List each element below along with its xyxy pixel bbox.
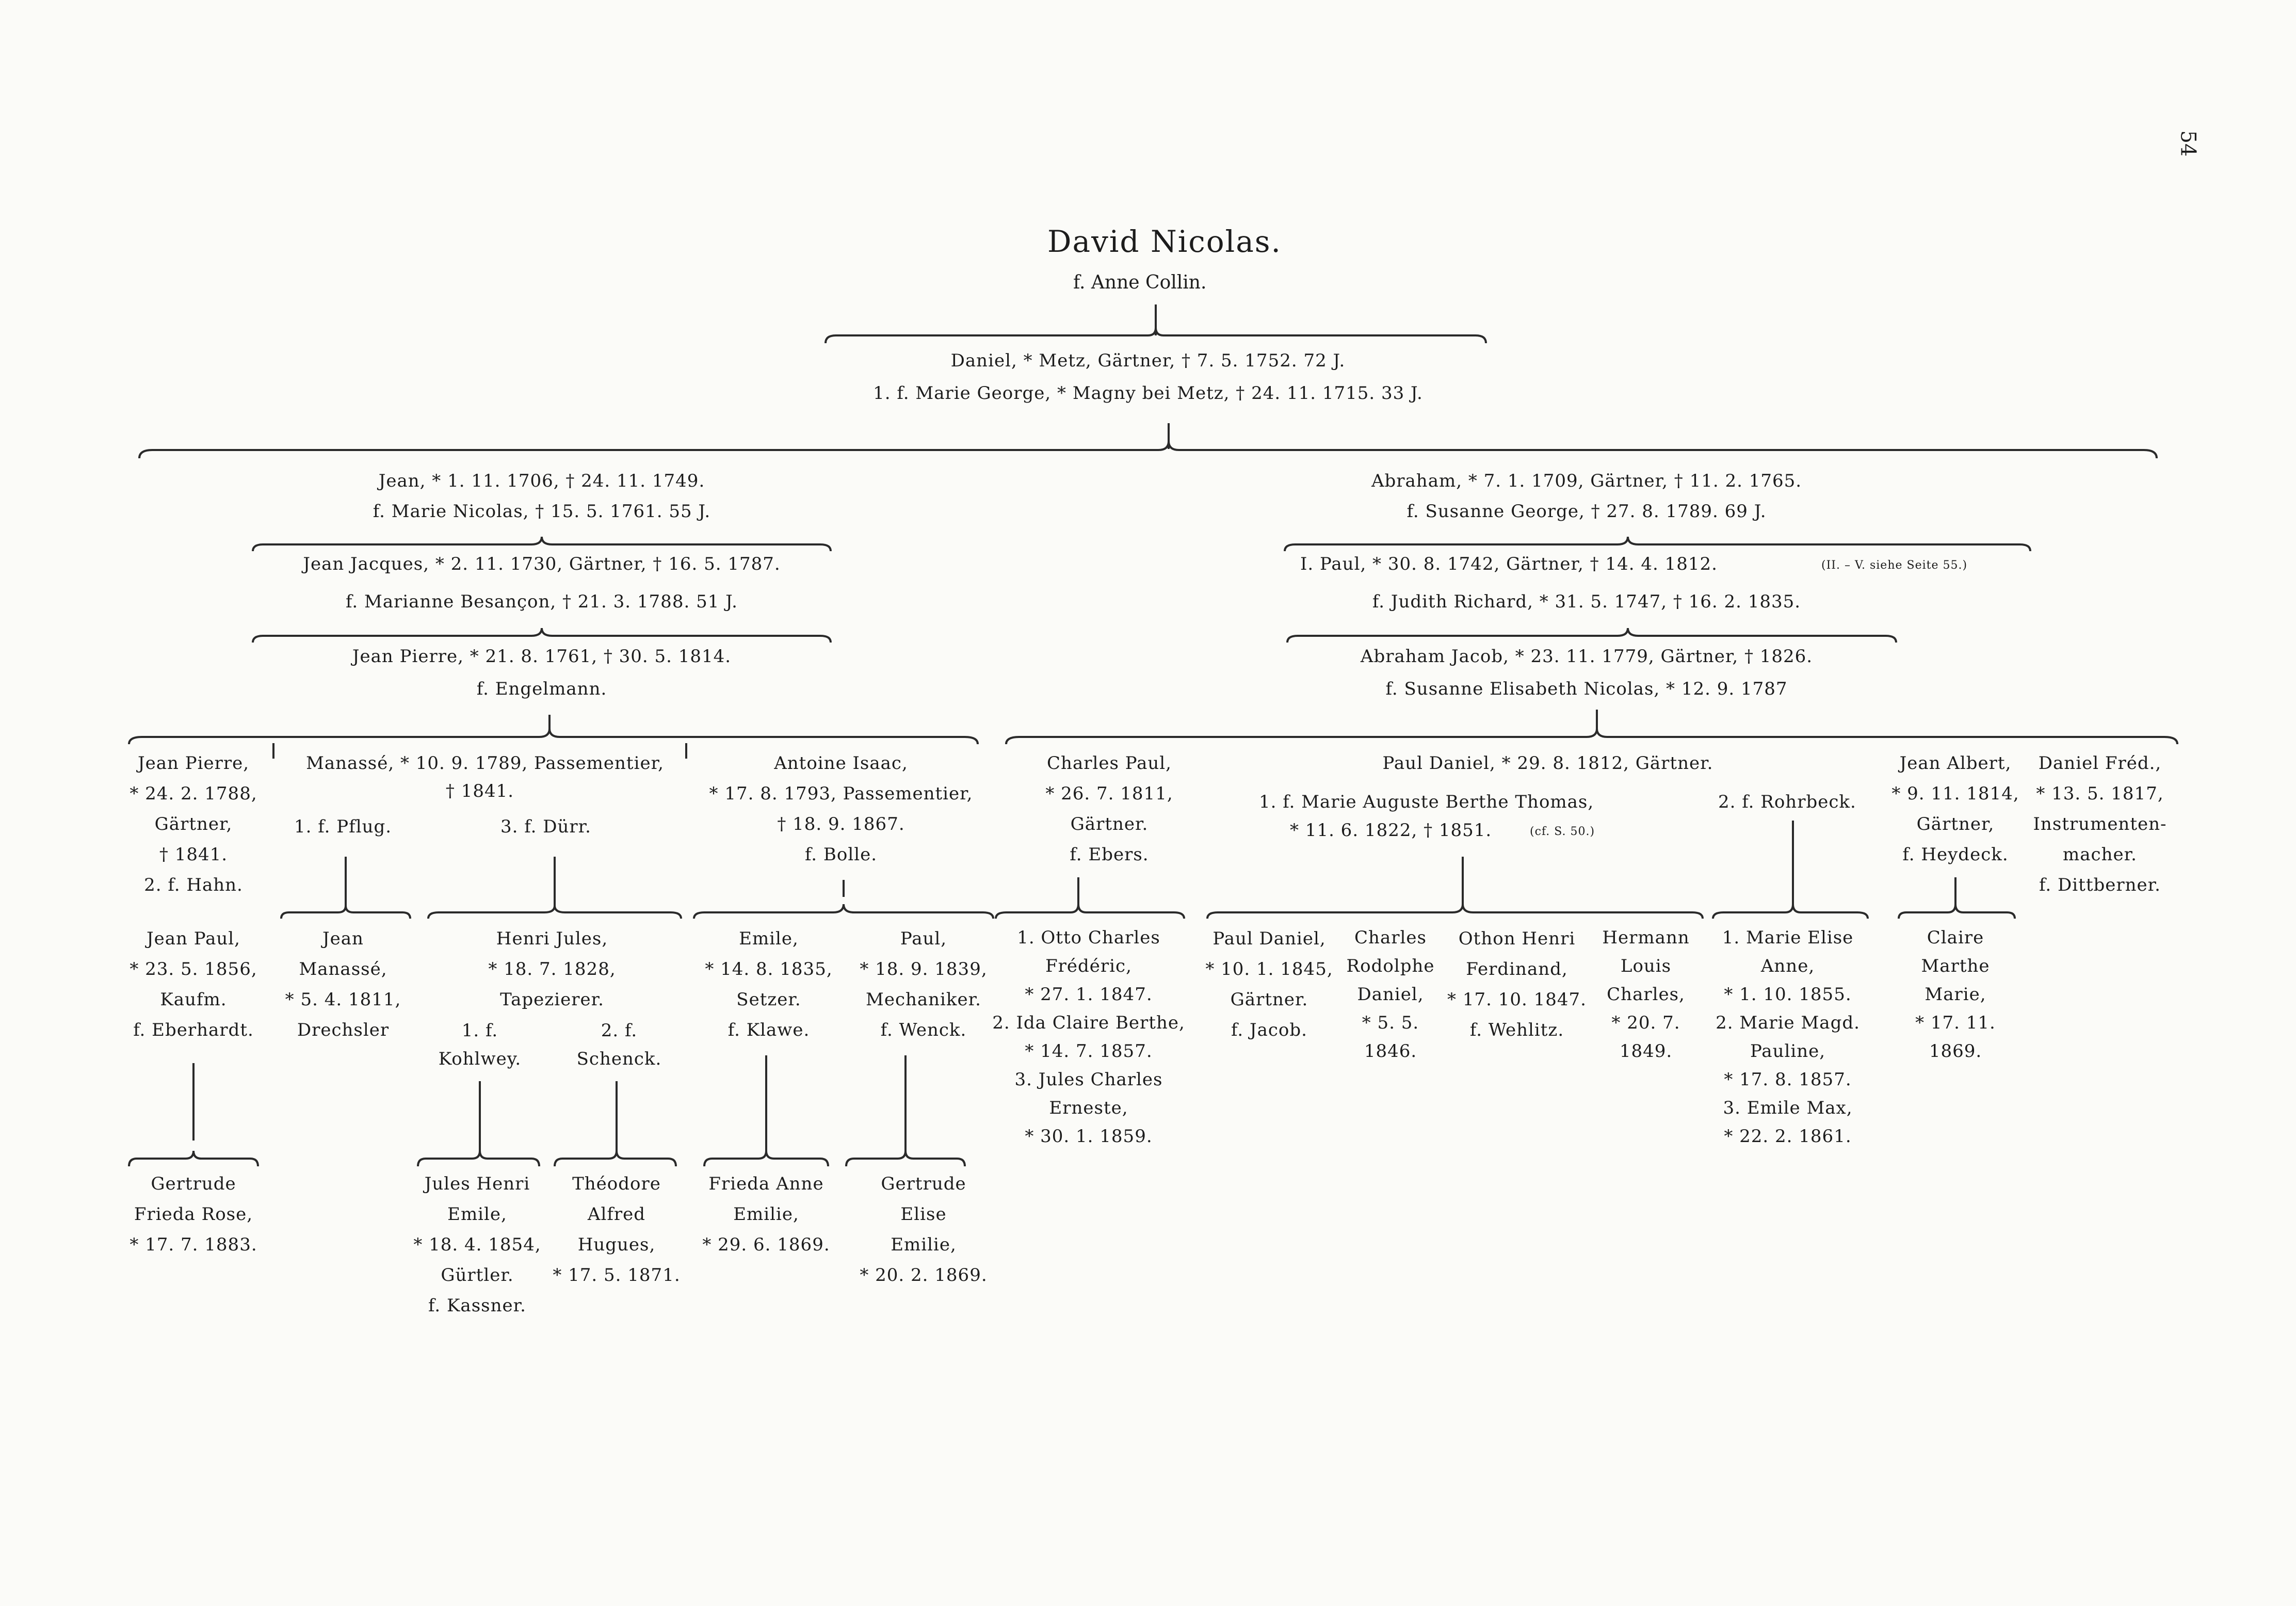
root-ancestor-wife: f. Anne Collin. [1073,272,1207,293]
left-child-3: Antoine Isaac, * 17. 8. 1793, Passementier, † 18. 9. 1867. f. Bolle. [709,753,973,865]
abrahamjacob-line2: f. Susanne Elisabeth Nicolas, * 12. 9. 1787 [1385,679,1788,699]
right-child-2-line1: Paul Daniel, * 29. 8. 1812, Gärtner. [1382,753,1713,774]
left-child-1: Jean Pierre, * 24. 2. 1788, Gärtner, † 1841. 2. f. Hahn. [130,753,257,895]
right-grandchild-paul-daniel: Paul Daniel, * 10. 1. 1845, Gärtner. f. Jacob. [1205,928,1333,1040]
right-grandchild-charles-rodolphe: Charles Rodolphe Daniel, * 5. 5. 1846. [1346,927,1435,1062]
jeanjacques-line2: f. Marianne Besançon, † 21. 3. 1788. 51 J. [346,591,738,612]
root-ancestor-name: David Nicolas. [1047,224,1282,259]
left-child-2-line1: Manassé, * 10. 9. 1789, Passementier, [306,753,664,774]
left-greatgrandchild-1: Gertrude Frieda Rose, * 17. 7. 1883. [130,1174,257,1255]
left-greatgrandchild-3: Théodore Alfred Hugues, * 17. 5. 1871. [553,1174,681,1286]
paul-line2: f. Judith Richard, * 31. 5. 1747, † 16. 2. 1835. [1372,591,1801,612]
left-greatgrandchild-4: Frieda Anne Emilie, * 29. 6. 1869. [702,1174,830,1255]
right-child-2-wife2: 2. f. Rohrbeck. [1718,792,1856,812]
right-child-3: Jean Albert, * 9. 11. 1814, Gärtner, f. Heydeck. [1891,753,2019,865]
left-grandchild-2: Jean Manassé, * 5. 4. 1811, Drechsler [285,928,401,1040]
jeanjacques-line1: Jean Jacques, * 2. 11. 1730, Gärtner, † 16. 5. 1787. [303,554,781,574]
right-grandchild-othon-henri: Othon Henri Ferdinand, * 17. 10. 1847. f. Wehlitz. [1447,928,1587,1040]
right-child-4: Daniel Fréd., * 13. 5. 1817, Instrumenten- macher. f. Dittberner. [2033,753,2167,895]
left-greatgrandchild-2: Jules Henri Emile, * 18. 4. 1854, Gürtler. f. Kassner. [413,1174,541,1316]
left-child-2-line2: † 1841. [445,781,514,801]
gen1-line2: 1. f. Marie George, * Magny bei Metz, † 24. 11. 1715. 33 J. [873,383,1423,404]
left-grandchild-3: Henri Jules, * 18. 7. 1828, Tapezierer. [488,928,616,1010]
right-grandchildren-charles-paul: 1. Otto Charles Frédéric, * 27. 1. 1847. 2. Ida Claire Berthe, * 14. 7. 1857. 3. Jules Charles Erneste, * 30. 1. 1859. [992,927,1185,1147]
right-child-2-wife1a: 1. f. Marie Auguste Berthe Thomas, [1259,792,1594,812]
jeanpierre-line2: f. Engelmann. [476,679,607,699]
left-child-2-wife3: 3. f. Dürr. [500,816,591,837]
jeanpierre-line1: Jean Pierre, * 21. 8. 1761, † 30. 5. 1814. [352,646,732,667]
left-grandchild-3-wife1: 1. f. Kohlwey. [438,1020,522,1069]
right-child-1: Charles Paul, * 26. 7. 1811, Gärtner. f. Ebers. [1045,753,1173,865]
right-grandchildren-rohrbeck: 1. Marie Elise Anne, * 1. 10. 1855. 2. Marie Magd. Pauline, * 17. 8. 1857. 3. Emile Max, * 22. 2. 1861. [1716,927,1860,1147]
abraham-line2: f. Susanne George, † 27. 8. 1789. 69 J. [1406,501,1767,522]
gen1-line1: Daniel, * Metz, Gärtner, † 7. 5. 1752. 72 J. [950,350,1346,371]
jean-line1: Jean, * 1. 11. 1706, † 24. 11. 1749. [378,471,705,491]
left-grandchild-3-wife2: 2. f. Schenck. [576,1020,662,1069]
left-grandchild-5: Paul, * 18. 9. 1839, Mechaniker. f. Wenck. [860,928,988,1040]
paul-line1: I. Paul, * 30. 8. 1742, Gärtner, † 14. 4. 1812. [1300,554,1718,574]
left-grandchild-4: Emile, * 14. 8. 1835, Setzer. f. Klawe. [705,928,833,1040]
right-grandchild-hermann-louis: Hermann Louis Charles, * 20. 7. 1849. [1602,927,1690,1062]
right-grandchild-claire-marthe: Claire Marthe Marie, * 17. 11. 1869. [1915,927,1996,1062]
paul-note: (II. – V. siehe Seite 55.) [1821,559,1968,572]
page-number: 54 [2176,130,2200,157]
jean-line2: f. Marie Nicolas, † 15. 5. 1761. 55 J. [373,501,711,522]
abraham-line1: Abraham, * 7. 1. 1709, Gärtner, † 11. 2. 1765. [1371,471,1802,491]
left-child-2-wife1: 1. f. Pflug. [294,816,392,837]
left-greatgrandchild-5: Gertrude Elise Emilie, * 20. 2. 1869. [860,1174,988,1286]
right-child-2-wife1-note: (cf. S. 50.) [1530,825,1595,838]
right-child-2-wife1b: * 11. 6. 1822, † 1851. [1290,820,1492,841]
left-grandchild-1: Jean Paul, * 23. 5. 1856, Kaufm. f. Eberhardt. [130,928,257,1040]
abrahamjacob-line1: Abraham Jacob, * 23. 11. 1779, Gärtner, † 1826. [1360,646,1813,667]
